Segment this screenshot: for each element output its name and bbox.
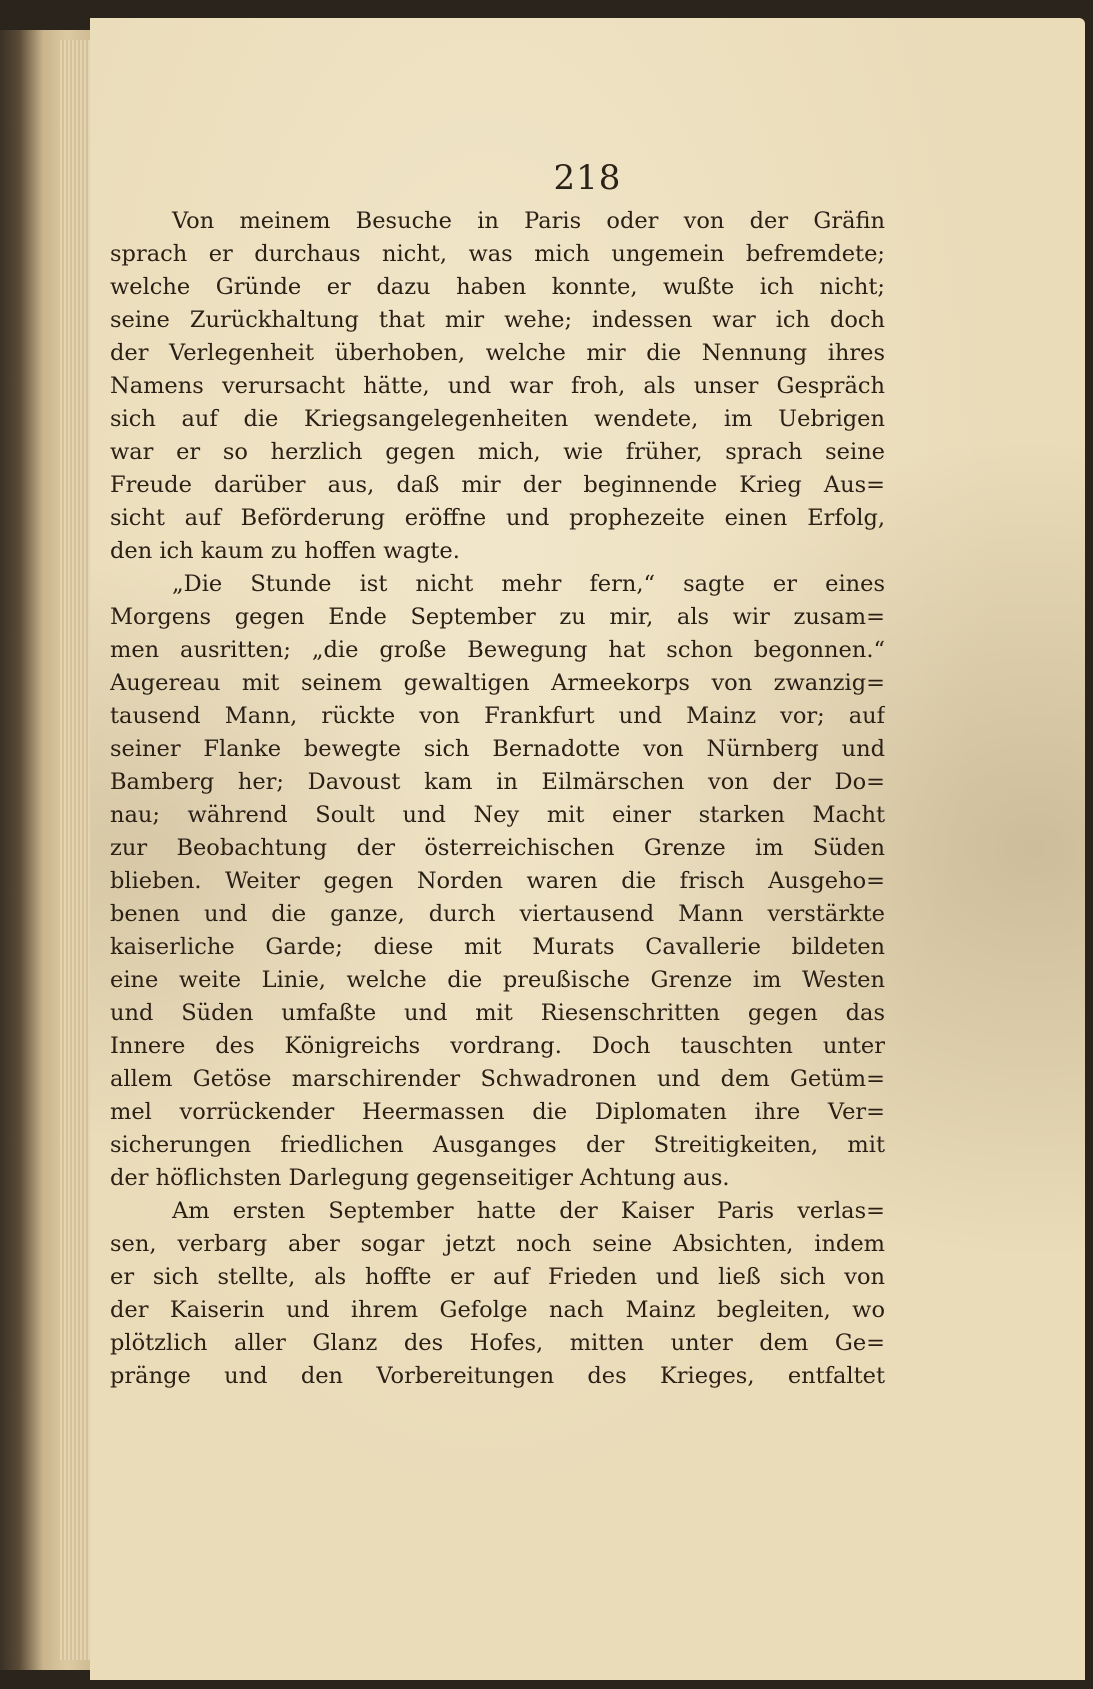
text-line: men ausritten; „die große Bewegung hat schon begonnen.“ (110, 637, 885, 663)
text-line: Freude darüber aus, daß mir der beginnende Krieg Aus= (110, 472, 885, 498)
text-line: allem Getöse marschirender Schwadronen und dem Getüm= (110, 1066, 885, 1092)
text-line: seiner Flanke bewegte sich Bernadotte von Nürnberg und (110, 736, 885, 762)
text-line: er sich stellte, als hoffte er auf Frieden und ließ sich von (110, 1264, 885, 1290)
text-line: „Die Stunde ist nicht mehr fern,“ sagte er eines (172, 571, 885, 597)
text-line: Innere des Königreichs vordrang. Doch tauschten unter (110, 1033, 885, 1059)
text-line: sprach er durchaus nicht, was mich ungemein befremdete; (110, 241, 885, 267)
text-line: sich auf die Kriegsangelegenheiten wendete, im Uebrigen (110, 406, 885, 432)
text-line: kaiserliche Garde; diese mit Murats Cavallerie bildeten (110, 934, 885, 960)
text-line: Am ersten September hatte der Kaiser Paris verlas= (172, 1198, 885, 1224)
page-number: 218 (553, 158, 622, 198)
text-line: welche Gründe er dazu haben konnte, wußte ich nicht; (110, 274, 885, 300)
text-line: eine weite Linie, welche die preußische Grenze im Westen (110, 967, 885, 993)
text-line: sicherungen friedlichen Ausganges der Streitigkeiten, mit (110, 1132, 885, 1158)
text-line: den ich kaum zu hoffen wagte. (110, 538, 460, 564)
text-line: Augereau mit seinem gewaltigen Armeekorps von zwanzig= (110, 670, 885, 696)
text-line: benen und die ganze, durch viertausend Mann verstärkte (110, 901, 885, 927)
text-line: zur Beobachtung der österreichischen Grenze im Süden (110, 835, 885, 861)
text-line: war er so herzlich gegen mich, wie früher, sprach seine (110, 439, 885, 465)
text-line: pränge und den Vorbereitungen des Krieges, entfaltet (110, 1363, 885, 1389)
text-line: der Verlegenheit überhoben, welche mir die Nennung ihres (110, 340, 885, 366)
text-line: tausend Mann, rückte von Frankfurt und Mainz vor; auf (110, 703, 885, 729)
text-line: der Kaiserin und ihrem Gefolge nach Mainz begleiten, wo (110, 1297, 885, 1323)
text-line: Namens verursacht hätte, und war froh, als unser Gespräch (110, 373, 885, 399)
text-line: und Süden umfaßte und mit Riesenschritten gegen das (110, 1000, 885, 1026)
text-line: plötzlich aller Glanz des Hofes, mitten unter dem Ge= (110, 1330, 885, 1356)
text-line: Bamberg her; Davoust kam in Eilmärschen von der Do= (110, 769, 885, 795)
text-line: seine Zurückhaltung that mir wehe; indessen war ich doch (110, 307, 885, 333)
text-line: sicht auf Beförderung eröffne und prophezeite einen Erfolg, (110, 505, 885, 531)
text-line: mel vorrückender Heermassen die Diplomaten ihre Ver= (110, 1099, 885, 1125)
text-line: sen, verbarg aber sogar jetzt noch seine Absichten, indem (110, 1231, 885, 1257)
text-line: Morgens gegen Ende September zu mir, als wir zusam= (110, 604, 885, 630)
text-line: nau; während Soult und Ney mit einer starken Macht (110, 802, 885, 828)
text-line: Von meinem Besuche in Paris oder von der Gräfin (172, 208, 885, 234)
text-line: blieben. Weiter gegen Norden waren die frisch Ausgeho= (110, 868, 885, 894)
body-text (110, 205, 885, 1505)
text-line: der höflichsten Darlegung gegenseitiger Achtung aus. (110, 1165, 730, 1191)
